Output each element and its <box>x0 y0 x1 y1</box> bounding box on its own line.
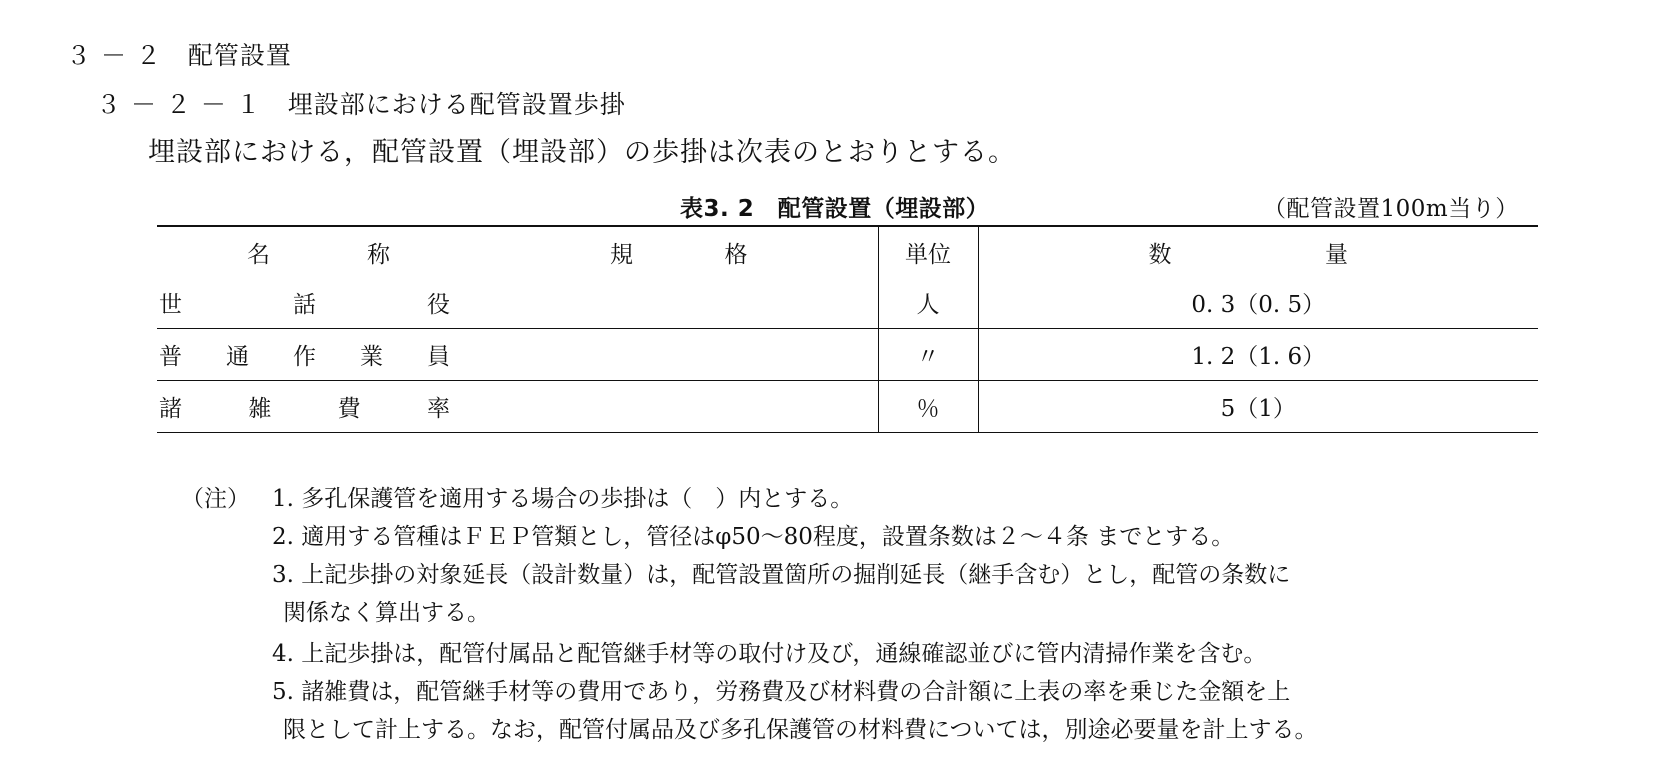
row-quantity: 5（1） <box>978 381 1538 433</box>
row-spec <box>520 277 878 329</box>
row-spec <box>520 381 878 433</box>
row-name: 諸 雑 費 率 <box>157 381 520 433</box>
header-name: 名 称 <box>157 226 520 277</box>
note-item-3: 3. 上記歩掛の対象延長（設計数量）は，配管設置箇所の掘削延長（継手含む）とし，配管の条数に <box>272 562 1291 588</box>
row-name: 普 通 作 業 員 <box>157 329 520 381</box>
note-item-3-continued: 関係なく算出する。 <box>283 600 490 626</box>
labor-table <box>157 225 1538 433</box>
row-spec <box>520 329 878 381</box>
row-name: 世 話 役 <box>159 292 450 318</box>
table-row <box>157 381 1538 433</box>
note-item-2: 2. 適用する管種はＦＥＰ管類とし，管径はφ50～80程度，設置条数は２～４条 までとする。 <box>272 524 1235 550</box>
table-row <box>157 277 1538 329</box>
table-header-row <box>157 226 1538 277</box>
table-title: 表3. 2 配管設置（埋設部） <box>680 196 990 222</box>
subsection-heading: ３ － ２ － １ 埋設部における配管設置歩掛 <box>96 90 626 119</box>
row-quantity: 0. 3（0. 5） <box>1191 292 1326 318</box>
row-unit: 人 <box>878 277 978 329</box>
note-item-4: 4. 上記歩掛は，配管付属品と配管継手材等の取付け及び，通線確認並びに管内清掃作業を含む。 <box>272 641 1267 667</box>
section-heading: ３ － ２ 配管設置 <box>66 41 292 70</box>
note-item-1: 1. 多孔保護管を適用する場合の歩掛は（ ）内とする。 <box>272 486 854 512</box>
table-unit-note: （配管設置100m当り） <box>1263 196 1519 222</box>
table-row <box>157 329 1538 381</box>
header-unit: 単位 <box>878 226 978 277</box>
note-item-5-continued: 限として計上する。なお，配管付属品及び多孔保護管の材料費については，別途必要量を計上する。 <box>283 717 1318 743</box>
intro-text: 埋設部における，配管設置（埋設部）の歩掛は次表のとおりとする。 <box>148 137 1016 168</box>
note-item-5: 5. 諸雑費は，配管継手材等の費用であり，労務費及び材料費の合計額に上表の率を乗じた金額を上 <box>272 679 1291 705</box>
header-spec: 規 格 <box>520 226 878 277</box>
header-quantity: 数 量 <box>978 226 1538 277</box>
notes-label: （注） <box>181 486 250 512</box>
row-unit: ％ <box>878 381 978 433</box>
row-quantity: 1. 2（1. 6） <box>978 329 1538 381</box>
row-unit: 〃 <box>878 329 978 381</box>
